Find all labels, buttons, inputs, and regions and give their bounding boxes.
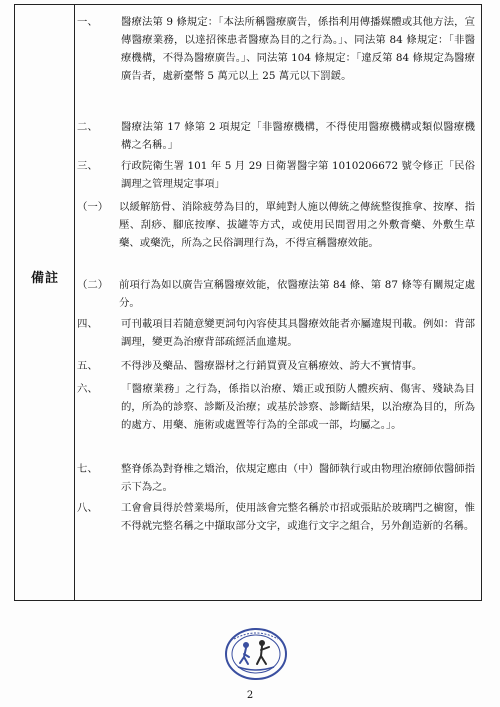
item-text: 「醫療業務」之行為，係指以治療、矯正或預防人體疾病、傷害、殘缺為目的，所為的診察、診斷及治療；或基於診察、診斷結果，以治療為目的，所為的處方、用藥、施術或處置等行為的全部或一部，均屬之。」。 [121,383,475,431]
item-number: 五、 [77,360,98,372]
item-text: 工會會員得於營業場所，使用該會完整名稱於市招或張貼於玻璃門之櫥窗，惟不得就完整名稱之中擷取部分文字，或進行文字之組合，另外創造新的名稱。 [121,502,475,532]
remarks-content [75,5,481,600]
item-number: （一） [77,201,109,213]
label-column [15,5,75,600]
union-seal-icon [224,627,288,681]
item-number: 六、 [77,383,98,395]
item-number: 二、 [77,121,98,133]
item-text: 以緩解筋骨、消除疲勞為目的，單純對人施以傳統之傳統整復推拿、按摩、指壓、刮痧、腳底按摩、拔罐等方式，或使用民間習用之外敷膏藥、外敷生草藥、或藥洗，所為之民俗調理行為，不得宣稱醫療效能。 [119,201,475,249]
remarks-table [14,4,482,601]
item-number: 七、 [77,463,98,475]
item-number: 四、 [77,318,98,330]
item-number: 三、 [77,160,98,172]
remarks-label: 備註 [30,271,59,286]
item-number: 一、 [77,16,98,28]
item-text: 醫療法第 17 條第 2 項規定「非醫療機構，不得使用醫療機構或類似醫療機構之名稱。」 [121,121,475,151]
item-number: 八、 [77,502,98,514]
item-number: （二） [77,279,109,291]
item-text: 行政院衛生署 101 年 5 月 29 日衛署醫字第 1010206672 號令修正「民俗調理之管理規定事項」 [121,160,475,190]
item-text: 醫療法第 9 條規定：「本法所稱醫療廣告，係指利用傳播媒體或其他方法，宣傳醫療業務，以達招徠患者醫療為目的之行為。」、同法第 84 條規定：「非醫療機構，不得為醫療廣告。」、同法第 104 條規定：「違反第 84 條規定為醫療廣告者，處新臺幣 5 萬元以上 25 萬元以下罰鍰。 [121,16,475,82]
item-text: 可刊載項目若隨意變更詞句內容使其具醫療效能者亦屬違規刊載。例如：背部調理，變更為治療背部疏經活血違規。 [121,318,475,348]
item-text: 不得涉及藥品、醫療器材之行銷買賣及宣稱療效、誇大不實情事。 [121,360,423,372]
item-text: 前項行為如以廣告宣稱醫療效能，依醫療法第 84 條、第 87 條等有關規定處分。 [119,279,475,309]
item-text: 整脊係為對脊椎之矯治，依規定應由（中）醫師執行或由物理治療師依醫師指示下為之。 [121,463,475,493]
page-number: 2 [246,690,254,701]
